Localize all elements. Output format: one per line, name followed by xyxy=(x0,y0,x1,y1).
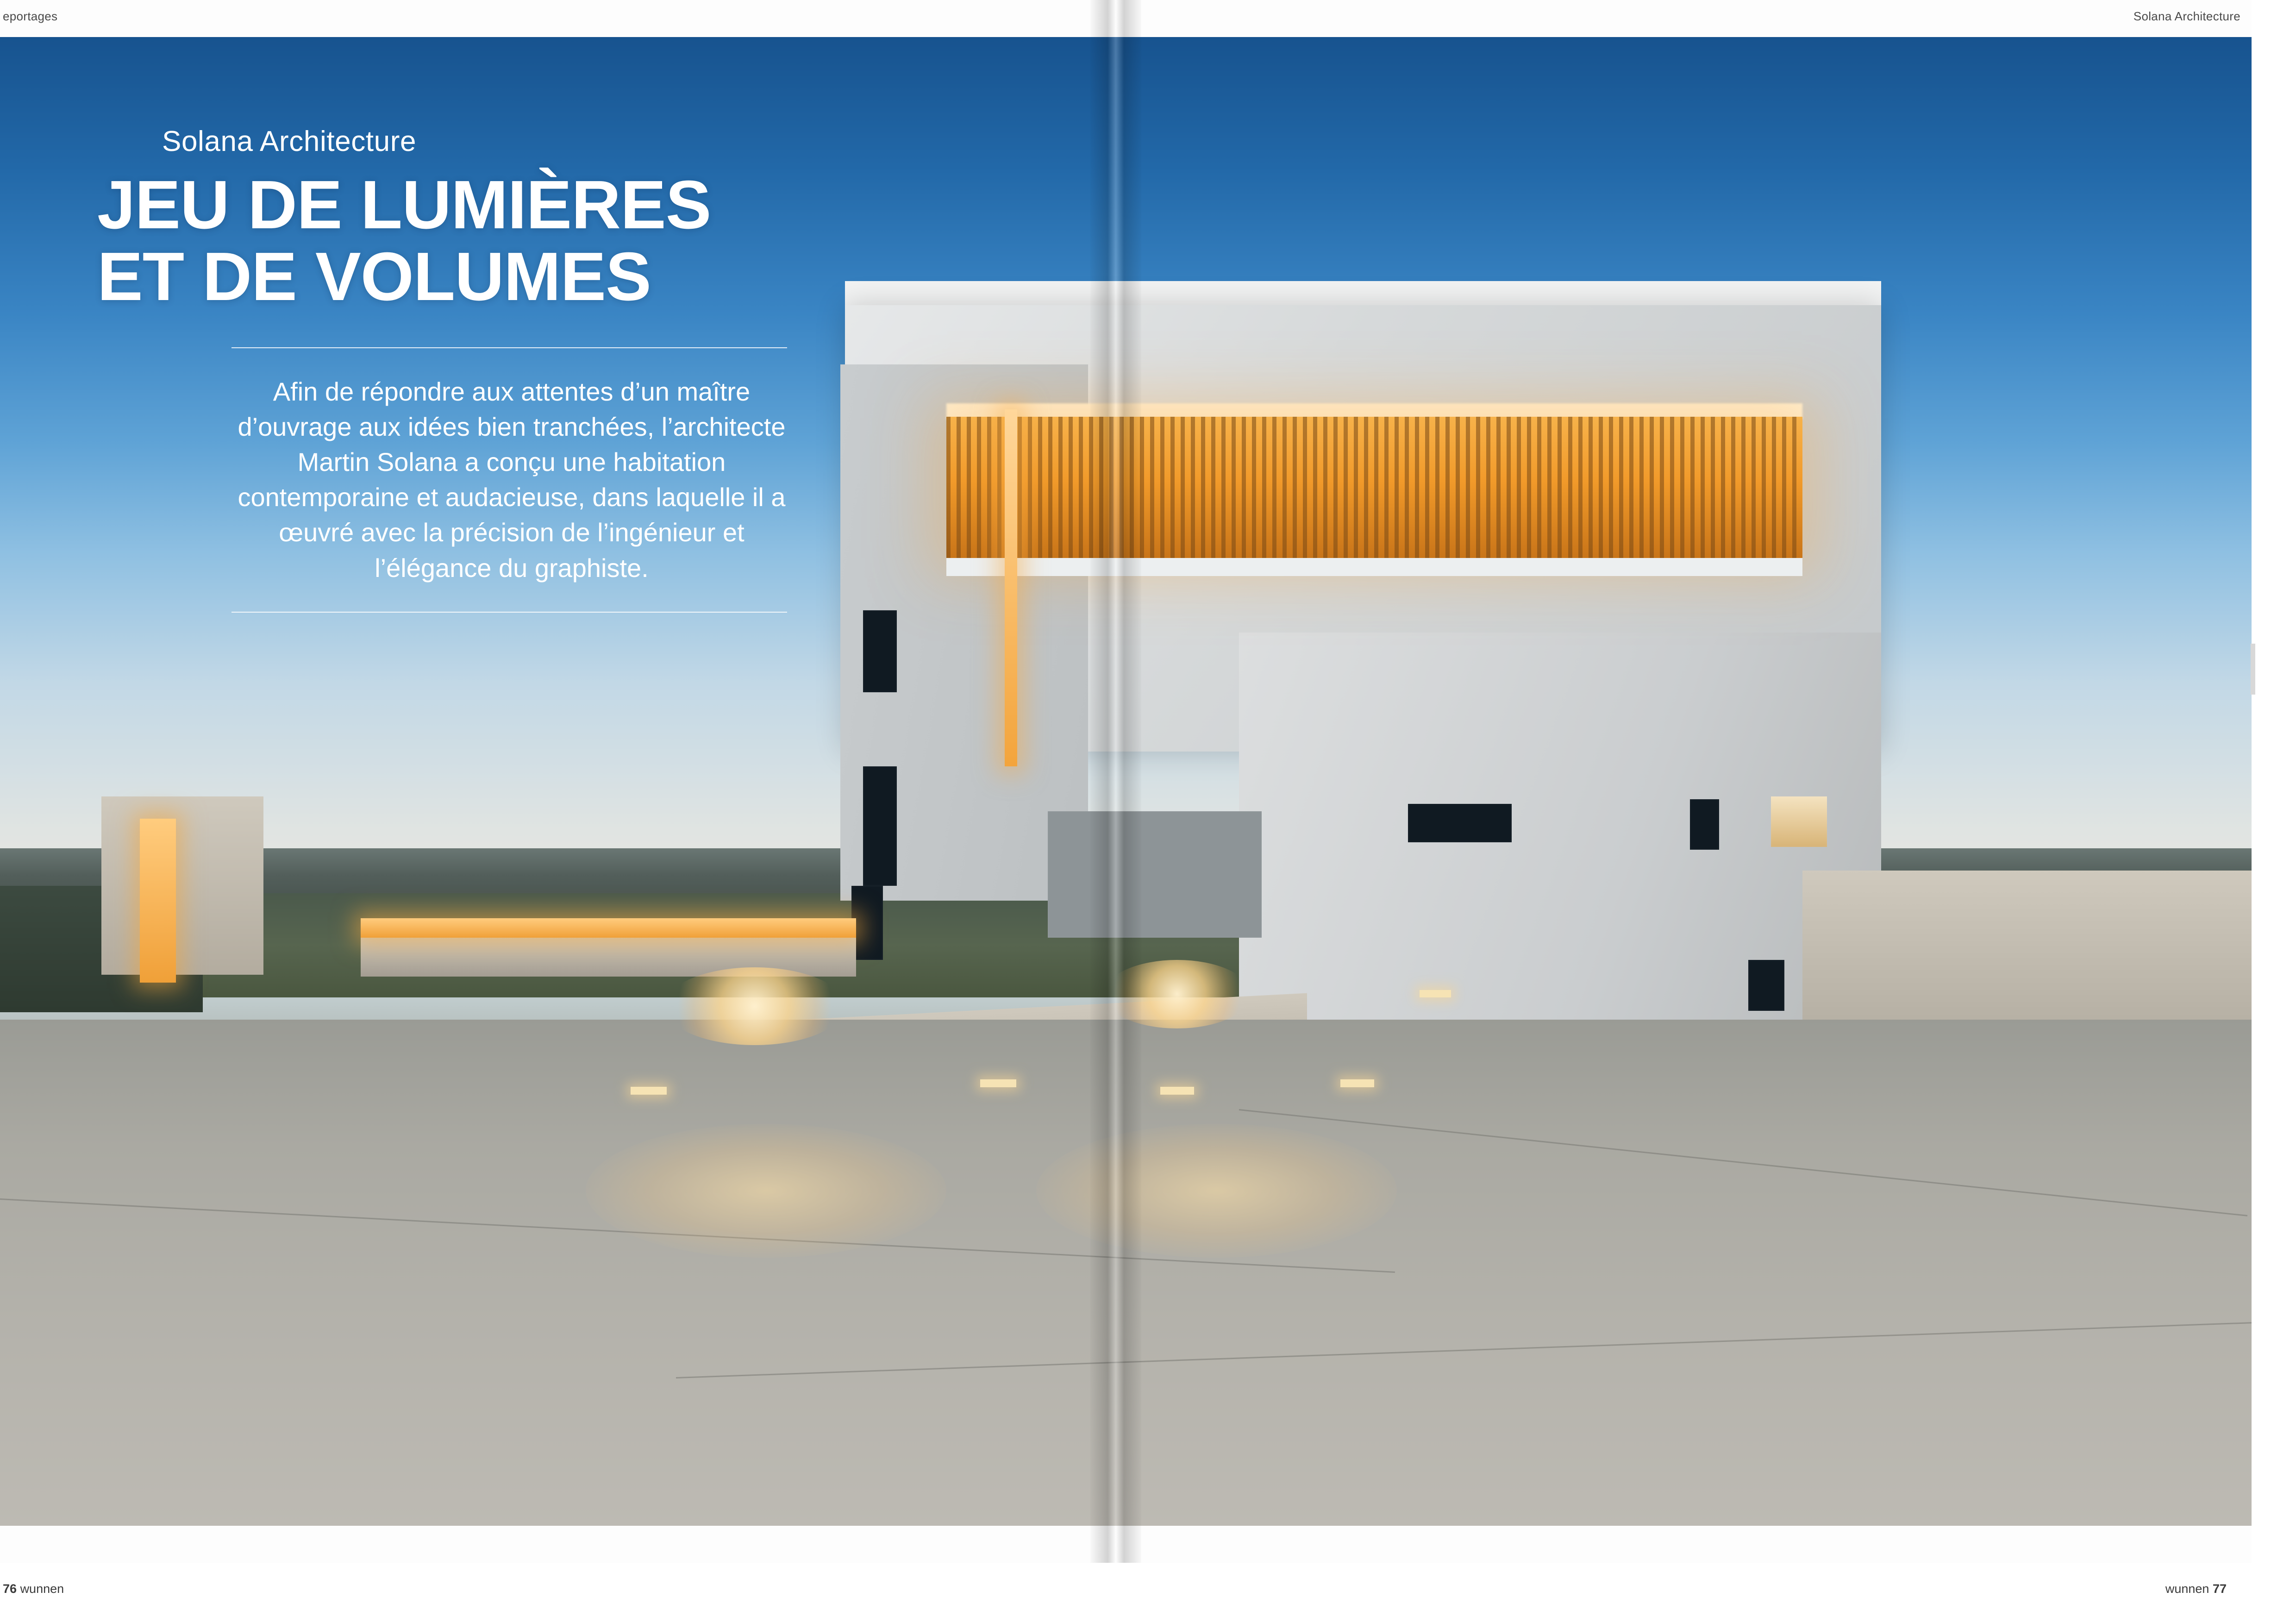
window xyxy=(851,886,883,960)
loggia-slat xyxy=(1568,417,1572,560)
loggia-slat xyxy=(1711,417,1715,560)
loggia-slat xyxy=(1507,417,1511,560)
loggia-slat xyxy=(967,417,971,560)
loggia-slat xyxy=(1486,417,1490,560)
vertical-light-strip xyxy=(1005,409,1017,767)
running-head-right: Solana Architecture xyxy=(2133,9,2240,23)
gate-pillar xyxy=(101,796,263,975)
loggia-slat xyxy=(1170,417,1175,560)
loggia-slat xyxy=(1752,417,1756,560)
loggia-slat xyxy=(1395,417,1399,560)
loggia-slat xyxy=(1660,417,1664,560)
loggia-slat xyxy=(1252,417,1256,560)
entry-recess xyxy=(1048,811,1262,938)
loggia-slat xyxy=(1242,417,1246,560)
rule-bottom xyxy=(231,612,787,613)
loggia-slat xyxy=(1150,417,1154,560)
loggia-slat xyxy=(1741,417,1745,560)
loggia-slat xyxy=(1221,417,1226,560)
loggia-slat xyxy=(1762,417,1766,560)
loggia-slat xyxy=(1262,417,1266,560)
loggia-slat xyxy=(1680,417,1684,560)
light-spill xyxy=(586,1124,946,1258)
pillar-light-strip xyxy=(140,819,176,983)
article-headline-line-2: ET DE VOLUMES xyxy=(97,238,651,315)
loggia-slat xyxy=(1099,417,1103,560)
loggia-slat xyxy=(1201,417,1205,560)
loggia-slat xyxy=(1079,417,1083,560)
loggia-slat xyxy=(1527,417,1531,560)
loggia-slat xyxy=(1109,417,1114,560)
loggia-slat xyxy=(1496,417,1501,560)
hero-photo xyxy=(0,37,2253,1526)
loggia-slat xyxy=(1323,417,1327,560)
loggia-slat xyxy=(1211,417,1215,560)
running-head-left: eportages xyxy=(3,9,58,23)
loggia-slat xyxy=(1425,417,1429,560)
loggia-slat xyxy=(1476,417,1480,560)
loggia-slat xyxy=(1232,417,1236,560)
loggia-slat xyxy=(1721,417,1725,560)
loggia-slat xyxy=(1456,417,1460,560)
loggia-slat xyxy=(1293,417,1297,560)
article-standfirst: Afin de répondre aux attentes d’un maître d’ouvrage aux idées bien tranchées, l’architecte Martin Solana a conçu une habitation contemporaine et audacieuse, dans laquelle il a œuvré avec la précision de l’ingénieur et l’élégance du graphiste. xyxy=(238,376,786,583)
page-edge-right xyxy=(2252,0,2296,1623)
loggia-slat xyxy=(977,417,981,560)
loggia-slat xyxy=(1639,417,1644,560)
loggia-slat xyxy=(1313,417,1317,560)
loggia-slat xyxy=(1731,417,1735,560)
loggia-slat xyxy=(1629,417,1633,560)
loggia-slat xyxy=(1069,417,1073,560)
loggia-slat xyxy=(1701,417,1705,560)
loggia-slat xyxy=(1547,417,1552,560)
loggia-slat xyxy=(1415,417,1419,560)
loggia-slat xyxy=(1038,417,1042,560)
scan-artifact xyxy=(2251,644,2255,695)
window-strip xyxy=(1408,804,1512,843)
folio-right-word: wunnen xyxy=(2165,1582,2209,1596)
folio-left-number: 76 xyxy=(3,1582,17,1596)
loggia-slat xyxy=(1589,417,1593,560)
folio-left xyxy=(3,1582,64,1596)
loggia-slat xyxy=(1058,417,1063,560)
folio-right-number: 77 xyxy=(2212,1582,2227,1596)
paved-forecourt xyxy=(0,1020,2253,1526)
window xyxy=(863,610,897,692)
loggia-slat xyxy=(1191,417,1195,560)
page-edge-bottom xyxy=(0,1563,2296,1623)
loggia-slat xyxy=(1599,417,1603,560)
loggia-slat xyxy=(1344,417,1348,560)
loggia-slat xyxy=(1140,417,1144,560)
loggia-slat xyxy=(1160,417,1164,560)
loggia-slat xyxy=(1670,417,1674,560)
window xyxy=(1748,960,1784,1010)
loggia-slat xyxy=(957,417,961,560)
loggia-slat xyxy=(1354,417,1358,560)
loggia-slat xyxy=(1782,417,1786,560)
loggia-slat xyxy=(1537,417,1541,560)
loggia-slat xyxy=(1650,417,1654,560)
loggia-slat xyxy=(1048,417,1052,560)
loggia-slat xyxy=(1435,417,1439,560)
folio-right xyxy=(2165,1582,2227,1596)
loggia-slat xyxy=(1130,417,1134,560)
loggia-slat xyxy=(1517,417,1521,560)
bollard-glow xyxy=(664,967,845,1045)
recessed-step-light xyxy=(1340,1079,1374,1088)
loggia-slat xyxy=(1120,417,1124,560)
bollard-glow xyxy=(1104,960,1250,1028)
loggia-slat xyxy=(1466,417,1470,560)
loggia-slat xyxy=(1384,417,1389,560)
light-spill xyxy=(1036,1124,1397,1258)
garden-wall-light-strip xyxy=(361,918,857,938)
loggia-slat xyxy=(1558,417,1562,560)
loggia-slat xyxy=(1303,417,1307,560)
loggia-slat xyxy=(1018,417,1022,560)
loggia-slat xyxy=(987,417,991,560)
loggia-slat xyxy=(1792,417,1796,560)
loggia-slat xyxy=(1578,417,1583,560)
recessed-step-light xyxy=(631,1087,667,1095)
loggia-slat xyxy=(1374,417,1378,560)
rule-top xyxy=(231,347,787,348)
loggia-slat xyxy=(1028,417,1032,560)
loggia-slat xyxy=(1089,417,1093,560)
loggia-slat xyxy=(1405,417,1409,560)
loggia-slat xyxy=(1772,417,1776,560)
loggia-slat xyxy=(1333,417,1338,560)
article-text-block xyxy=(97,125,894,613)
loggia-slat xyxy=(1445,417,1450,560)
recessed-step-light xyxy=(1160,1087,1194,1095)
folio-left-word: wunnen xyxy=(20,1582,64,1596)
loggia-slat xyxy=(1272,417,1276,560)
article-kicker: Solana Architecture xyxy=(162,125,417,157)
window xyxy=(1690,799,1719,850)
loggia-slat xyxy=(946,417,951,560)
loggia-slat xyxy=(1181,417,1185,560)
illuminated-loggia xyxy=(946,417,1802,560)
loggia-slat xyxy=(1283,417,1287,560)
loggia-slat xyxy=(1690,417,1695,560)
recessed-step-light xyxy=(1420,990,1451,997)
loggia-slat xyxy=(1619,417,1623,560)
loggia-lower-edge xyxy=(946,558,1802,576)
window xyxy=(863,766,897,885)
article-headline-line-1: JEU DE LUMIÈRES xyxy=(97,167,711,243)
recessed-step-light xyxy=(980,1079,1016,1088)
window-lit xyxy=(1771,796,1827,847)
loggia-slat xyxy=(997,417,1001,560)
loggia-slat xyxy=(1609,417,1613,560)
loggia-slat xyxy=(1364,417,1368,560)
